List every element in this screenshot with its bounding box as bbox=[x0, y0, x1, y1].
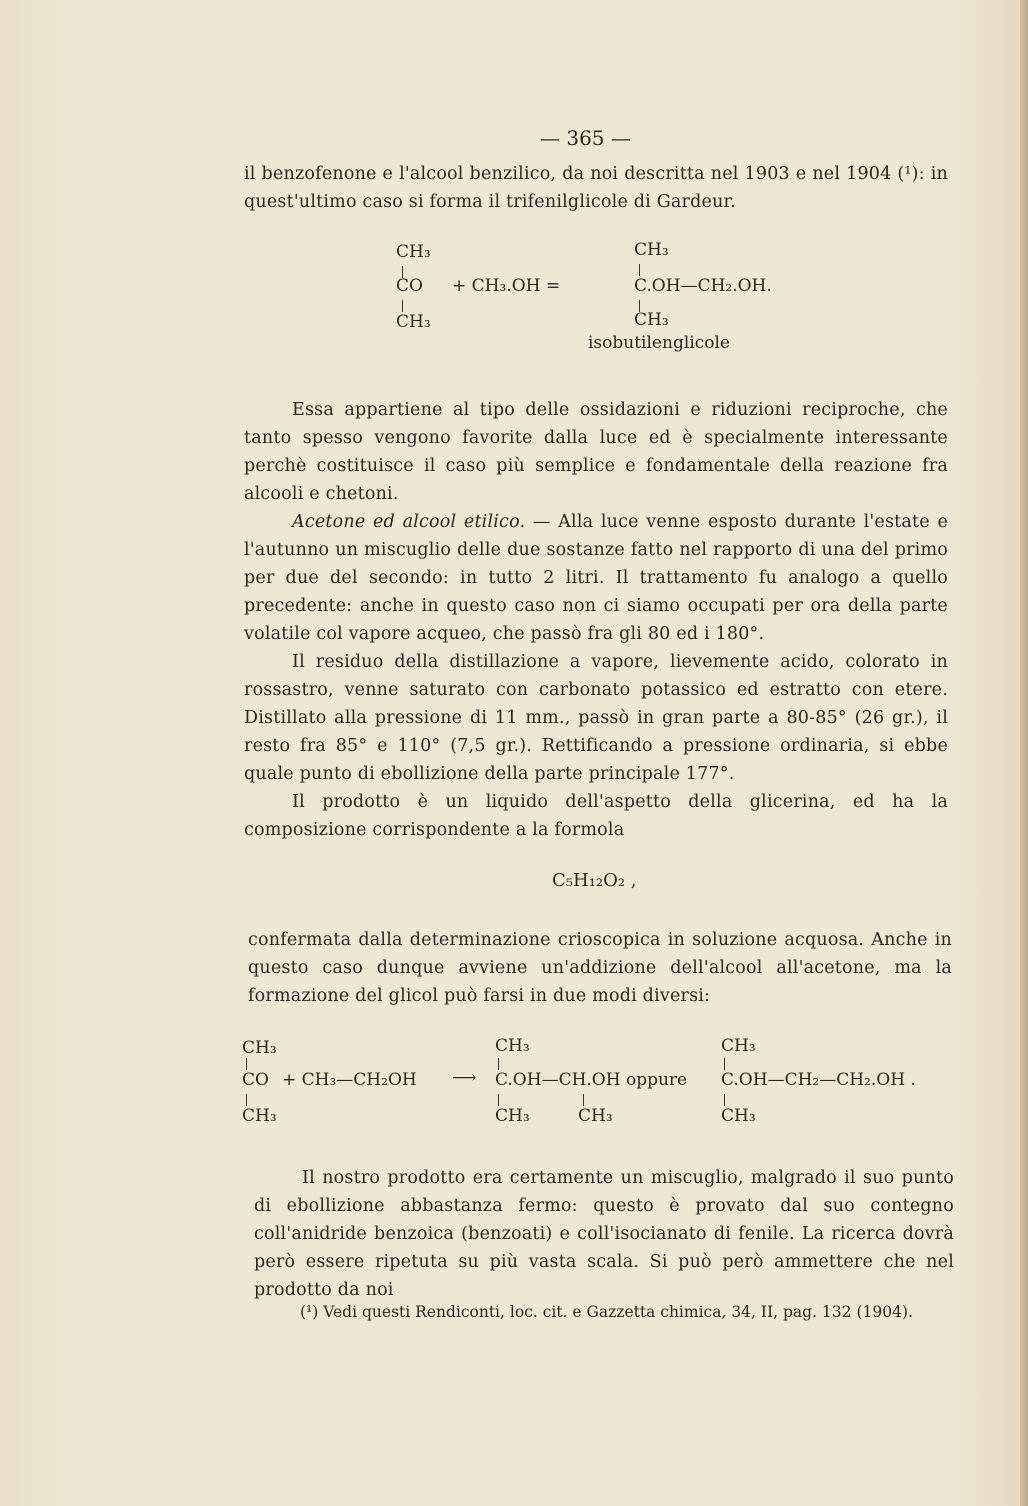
eq2-bot-c: CH₃ bbox=[721, 1106, 756, 1126]
eq1-bot-left: CH₃ bbox=[396, 312, 431, 332]
eq1-top-right: CH₃ bbox=[634, 240, 669, 260]
eq2-bot-b2: CH₃ bbox=[578, 1106, 613, 1126]
eq2-bond bbox=[498, 1094, 499, 1106]
footnote: (¹) Vedi questi Rendiconti, loc. cit. e Gazzetta chimica, 34, II, pag. 132 (1904). bbox=[300, 1303, 913, 1321]
eq2-mid-a: CO bbox=[242, 1070, 269, 1090]
eq2-arrow: ⟶ bbox=[452, 1068, 477, 1088]
eq2-top-c: CH₃ bbox=[721, 1036, 756, 1056]
paragraph-3 bbox=[244, 508, 948, 648]
page-edge bbox=[1020, 0, 1028, 1506]
paragraph-3-body: — Alla luce venne esposto durante l'estate e l'autunno un miscuglio delle due sostanze fatto nel rapporto di una del primo per due del secondo: in tutto 2 litri. Il trattamento fu analogo a quello precedente: anche in questo caso non ci siamo occupati per ora della parte volatile col vapore acqueo, che passò fra gli 80 ed i 180°. bbox=[244, 512, 948, 644]
paragraph-7: Il nostro prodotto era certamente un miscuglio, malgrado il suo punto di ebollizione abbastanza fermo: questo è provato dal suo contegno coll'anidride benzoica (benzoati) e coll'isocianato di fenile. La ricerca dovrà però essere ripetuta su più vasta scala. Si può però ammettere che nel prodotto da noi bbox=[254, 1168, 954, 1300]
section-heading: Acetone ed alcool etilico. bbox=[292, 512, 526, 532]
eq1-mid-right: C.OH—CH₂.OH. bbox=[634, 276, 772, 296]
paragraph-6: confermata dalla determinazione crioscopica in soluzione acquosa. Anche in questo caso dunque avviene un'addizione dell'alcool all'acetone, ma la formazione del glicol può farsi in due modi diversi: bbox=[248, 930, 952, 1006]
eq2-mid-b: C.OH—CH.OH oppure bbox=[495, 1070, 688, 1090]
eq2-reactant: + CH₃—CH₂OH bbox=[282, 1070, 417, 1090]
molecular-formula: C₅H₁₂O₂ , bbox=[552, 870, 637, 891]
eq1-mid-left: CO bbox=[396, 276, 423, 296]
eq2-bond bbox=[724, 1094, 725, 1106]
eq2-bot-b1: CH₃ bbox=[495, 1106, 530, 1126]
eq1-plus-term: + CH₃.OH = bbox=[452, 276, 561, 296]
paragraph-5: Il prodotto è un liquido dell'aspetto della glicerina, ed ha la composizione corrispondente a la formola bbox=[244, 792, 948, 840]
eq1-caption: isobutilenglicole bbox=[588, 333, 730, 353]
eq2-top-a: CH₃ bbox=[242, 1038, 277, 1058]
paragraph-2: Essa appartiene al tipo delle ossidazioni e riduzioni reciproche, che tanto spesso vengono favorite dalla luce ed è specialmente interessante perchè costituisce il caso più semplice e fondamentale della reazione fra alcooli e chetoni. bbox=[244, 400, 948, 504]
eq2-bot-a: CH₃ bbox=[242, 1106, 277, 1126]
eq2-bond bbox=[724, 1058, 725, 1070]
eq1-bot-right: CH₃ bbox=[634, 310, 669, 330]
page-number: — 365 — bbox=[540, 126, 631, 150]
eq1-bond bbox=[639, 264, 640, 276]
paragraph-1: il benzofenone e l'alcool benzilico, da noi descritta nel 1903 e nel 1904 (¹): in quest'ultimo caso si forma il trifenilglicole di Gardeur. bbox=[244, 164, 948, 212]
eq1-top-left: CH₃ bbox=[396, 242, 431, 262]
eq2-mid-c: C.OH—CH₂—CH₂.OH . bbox=[721, 1070, 916, 1090]
eq2-bond bbox=[246, 1094, 247, 1106]
eq2-bond bbox=[246, 1058, 247, 1070]
eq2-bond bbox=[583, 1094, 584, 1106]
eq2-bond bbox=[498, 1058, 499, 1070]
paragraph-4: Il residuo della distillazione a vapore, lievemente acido, colorato in rossastro, venne saturato con carbonato potassico ed estratto con etere. Distillato alla pressione di 11 mm., passò in gran parte a 80-85° (26 gr.), il resto fra 85° e 110° (7,5 gr.). Rettificando a pressione ordinaria, si ebbe quale punto di ebollizione della parte principale 177°. bbox=[244, 652, 948, 784]
eq1-bond bbox=[402, 300, 403, 312]
eq2-top-b: CH₃ bbox=[495, 1036, 530, 1056]
